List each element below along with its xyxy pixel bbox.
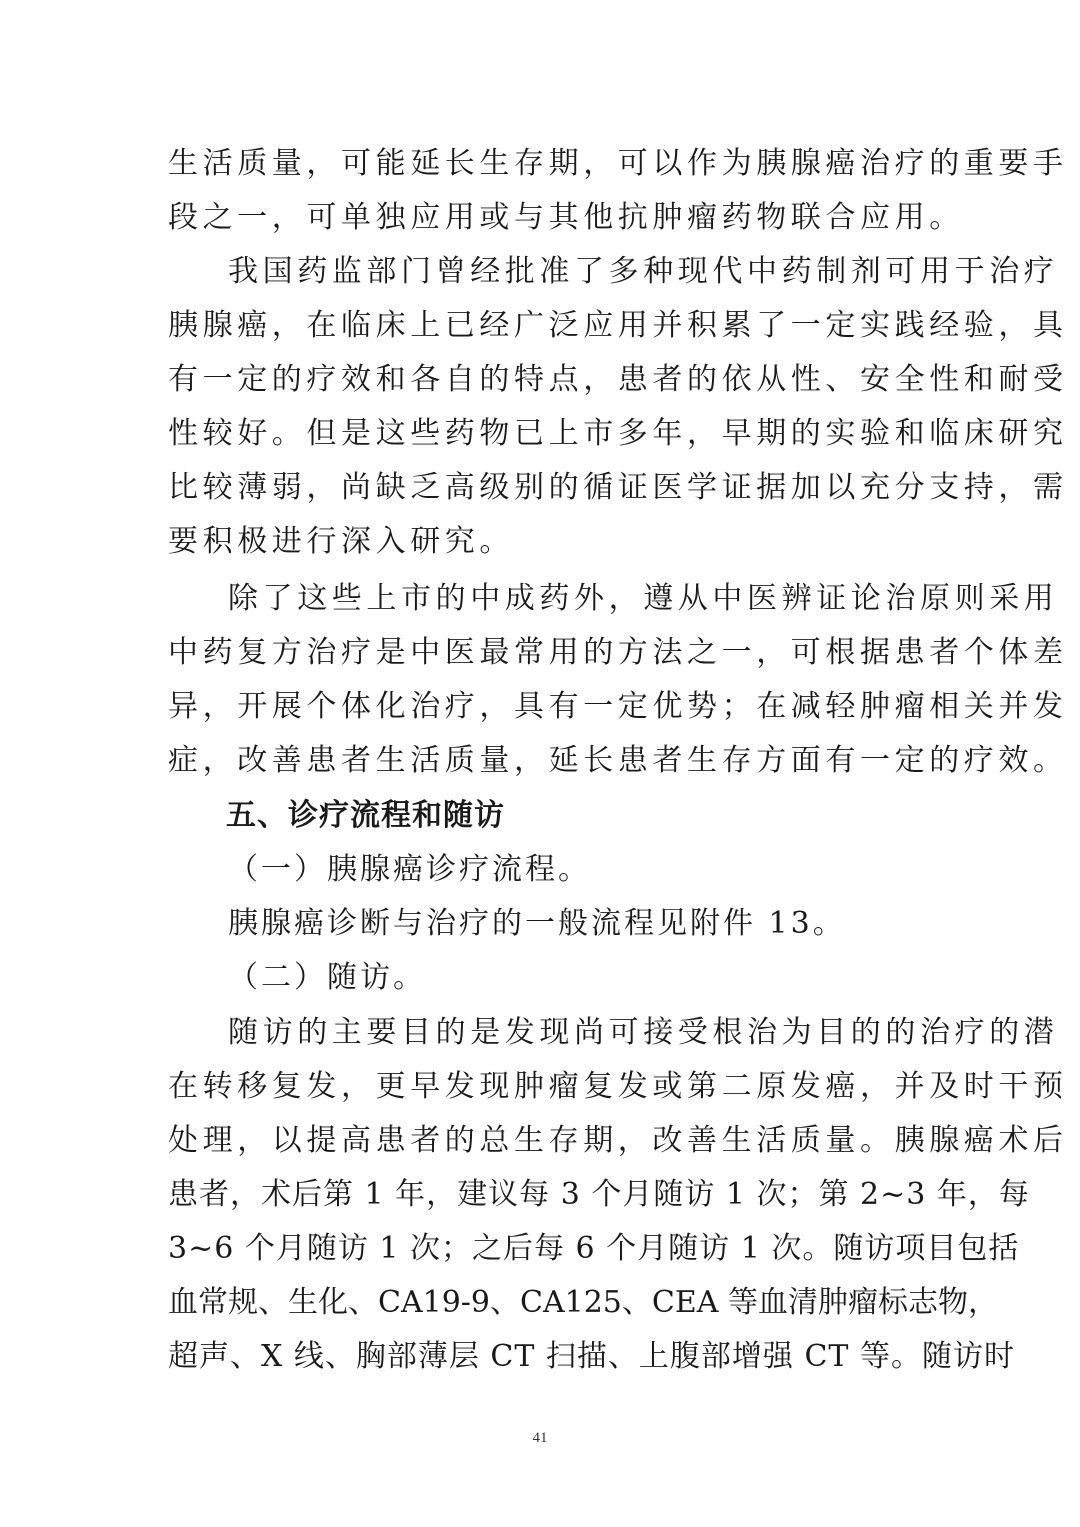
text-line: 血常规、生化、CA19-9、CA125、CEA 等血清肿瘤标志物， (168, 1285, 998, 1320)
text-line: 段之一，可单独应用或与其他抗肿瘤药物联合应用。 (168, 200, 964, 235)
text-line: 超声、X 线、胸部薄层 CT 扫描、上腹部增强 CT 等。随访时 (168, 1339, 1015, 1374)
text-line: 处理，以提高患者的总生存期，改善生活质量。胰腺癌术后 (168, 1123, 1068, 1158)
paragraph-start-line: 我国药监部门曾经批准了多种现代中药制剂可用于治疗 (228, 254, 1059, 289)
paragraph-start-line: 除了这些上市的中成药外，遵从中医辨证论治原则采用 (228, 581, 1059, 616)
text-line: 比较薄弱，尚缺乏高级别的循证医学证据加以充分支持，需 (168, 470, 1068, 505)
text-line: 3~6 个月随访 1 次；之后每 6 个月随访 1 次。随访项目包括 (168, 1231, 1020, 1266)
text-line: 中药复方治疗是中医最常用的方法之一，可根据患者个体差 (168, 635, 1068, 670)
text-line: 患者，术后第 1 年，建议每 3 个月随访 1 次；第 2~3 年，每 (168, 1177, 1030, 1212)
text-line: 要积极进行深入研究。 (168, 524, 514, 559)
text-line: 性较好。但是这些药物已上市多年，早期的实验和临床研究 (168, 416, 1068, 451)
text-line: 有一定的疗效和各自的特点，患者的依从性、安全性和耐受 (168, 362, 1068, 397)
text-line: 胰腺癌诊断与治疗的一般流程见附件 13。 (228, 906, 846, 941)
text-line: 异，开展个体化治疗，具有一定优势；在减轻肿瘤相关并发 (168, 689, 1068, 724)
text-line: 生活质量，可能延长生存期，可以作为胰腺癌治疗的重要手 (168, 146, 1068, 181)
section-heading: 五、诊疗流程和随访 (226, 798, 505, 833)
subsection-heading: （二）随访。 (228, 960, 426, 995)
text-line: 症，改善患者生活质量，延长患者生存方面有一定的疗效。 (168, 743, 1068, 778)
text-line: 胰腺癌，在临床上已经广泛应用并积累了一定实践经验，具 (168, 308, 1068, 343)
paragraph-start-line: 随访的主要目的是发现尚可接受根治为目的的治疗的潜 (228, 1015, 1059, 1050)
page-number: 41 (532, 1430, 548, 1446)
subsection-heading: （一）胰腺癌诊疗流程。 (228, 852, 591, 887)
text-line: 在转移复发，更早发现肿瘤复发或第二原发癌，并及时干预 (168, 1069, 1068, 1104)
